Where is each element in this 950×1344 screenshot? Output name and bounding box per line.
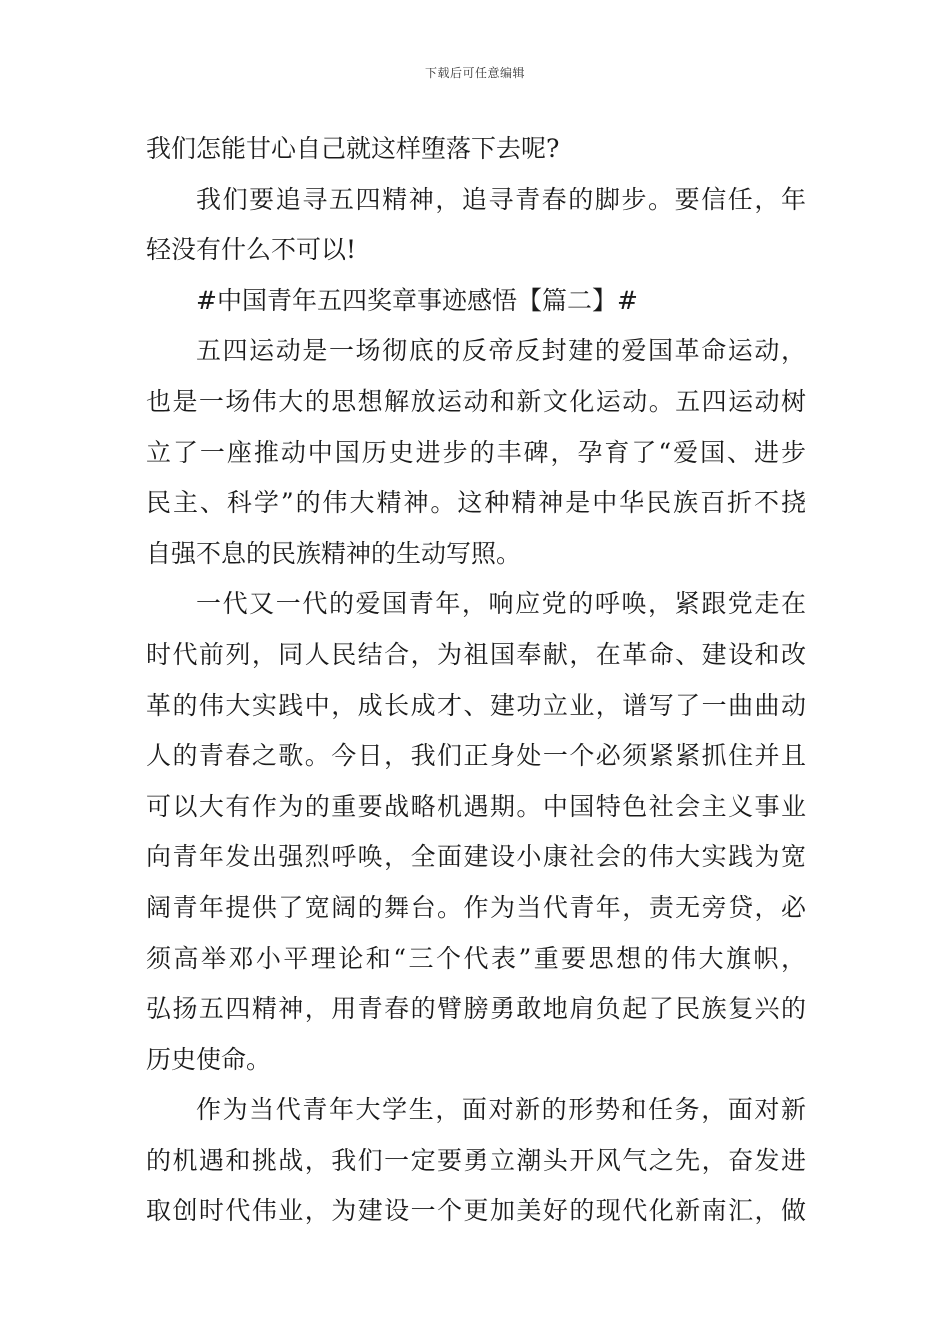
text-line: 我们怎能甘心自己就这样堕落下去呢? xyxy=(146,134,560,163)
text-line: 弘扬五四精神，用青春的臂膀勇敢地肩负起了民族复兴的 xyxy=(146,994,806,1024)
text-line: 也是一场伟大的思想解放运动和新文化运动。五四运动树 xyxy=(146,386,806,416)
page-header: 下载后可任意编辑 xyxy=(424,66,525,80)
text-line: #中国青年五四奖章事迹感悟【篇二】# xyxy=(196,285,638,315)
text-line: 可以大有作为的重要战略机遇期。中国特色社会主义事业 xyxy=(146,791,806,821)
text-line: 历史使命。 xyxy=(146,1044,272,1074)
text-line: 的机遇和挑战，我们一定要勇立潮头开风气之先，奋发进 xyxy=(146,1145,806,1175)
text-line: 须高举邓小平理论和“三个代表”重要思想的伟大旗帜， xyxy=(146,943,806,973)
text-line: 自强不息的民族精神的生动写照。 xyxy=(146,538,522,568)
text-line: 作为当代青年大学生，面对新的形势和任务，面对新 xyxy=(196,1095,806,1125)
text-line: 我们要追寻五四精神，追寻青春的脚步。要信任，年 xyxy=(196,184,806,214)
text-line: 时代前列，同人民结合，为祖国奉献，在革命、建设和改 xyxy=(146,639,806,669)
text-line: 轻没有什么不可以! xyxy=(146,235,357,265)
text-line: 五四运动是一场彻底的反帝反封建的爱国革命运动， xyxy=(196,336,806,366)
text-line: 一代又一代的爱国青年，响应党的呼唤，紧跟党走在 xyxy=(196,589,806,619)
text-line: 立了一座推动中国历史进步的丰碑，孕育了“爱国、进步 xyxy=(146,437,806,467)
text-line: 人的青春之歌。今日，我们正身处一个必须紧紧抓住并且 xyxy=(146,741,806,771)
document-body xyxy=(146,124,806,1237)
text-line: 民主、科学”的伟大精神。这种精神是中华民族百折不挠 xyxy=(146,488,806,518)
text-line: 阔青年提供了宽阔的舞台。作为当代青年，责无旁贷，必 xyxy=(146,892,806,922)
text-line: 革的伟大实践中，成长成才、建功立业，谱写了一曲曲动 xyxy=(146,690,806,720)
text-line: 取创时代伟业，为建设一个更加美好的现代化新南汇，做 xyxy=(146,1196,806,1226)
text-line: 向青年发出强烈呼唤，全面建设小康社会的伟大实践为宽 xyxy=(146,842,806,872)
